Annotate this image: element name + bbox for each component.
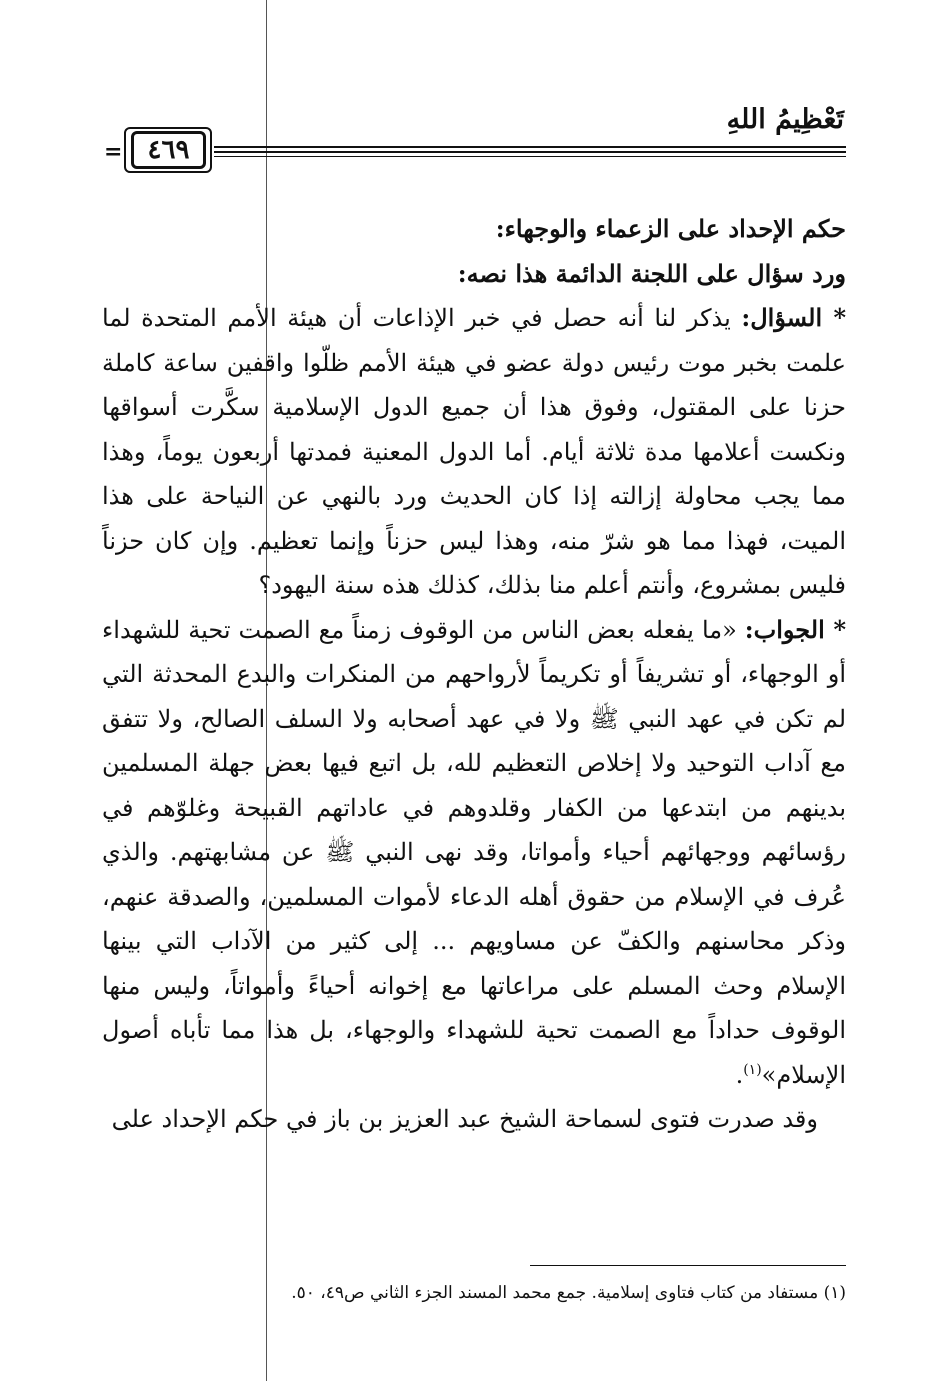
footnote-reference: (١) [743,1061,762,1078]
header-rule [214,151,846,153]
question-intro: ورد سؤال على اللجنة الدائمة هذا نصه: [457,258,846,288]
page-number: ٤٦٩ [131,131,206,169]
question-paragraph [102,296,846,608]
answer-text: «ما يفعله بعض الناس من الوقوف زمناً مع الصمت تحية للشهداء أو الوجهاء، أو تشريفاً أو تكريماً لأرواحهم من المنكرات والبدع المحدثة التي لم تكن في عهد النبي ﷺ ولا في عهد أصحابه ولا السلف الصالح، ولا تتفق مع آداب التوحيد ولا إخلاص التعظيم لله، بل اتبع فيها بعض جهلة المسلمين بدينهم من ابتدعها من الكفار وقلدوهم في عاداتهم القبيحة وغلوّهم في رؤسائهم ووجهائهم أحياء وأمواتا، وقد نهى النبي ﷺ عن مشابهتهم. والذي عُرف في الإسلام من حقوق أهله الدعاء لأموات المسلمين، والصدقة عنهم، وذكر محاسنهم والكفّ عن مساويهم ... إلى كثير من الآداب التي بينها الإسلام وحث المسلم على مراعاتها مع إخوانه أحياءً وأمواتاً، وليس منها الوقوف حداداً مع الصمت تحية للشهداء والوجهاء، بل هذا مما تأباه أصول الإسلام» [102,615,847,1089]
footnote: (١) مستفاد من كتاب فتاوى إسلامية. جمع محمد المسند الجزء الثاني ص٤٩، ٥٠. [291,1283,846,1303]
answer-paragraph [102,608,846,1098]
question-label: * السؤال: [741,303,846,332]
main-text [102,207,846,1142]
header-rule [214,146,846,148]
answer-end: . [735,1060,744,1089]
running-title: تَعْظِيمُ اللهِ [726,104,844,135]
section-heading: حكم الإحداد على الزعماء والوجهاء: [495,214,846,243]
answer-label: * الجواب: [744,614,846,644]
closing-paragraph: وقد صدرت فتوى لسماحة الشيخ عبد العزيز بن باز في حكم الإحداد على [111,1105,818,1133]
page-header [0,0,934,190]
question-text: يذكر لنا أنه حصل في خبر الإذاعات أن هيئة الأمم المتحدة لما علمت بخبر موت رئيس دولة عضو في هيئة الأمم ظلّوا واقفين ساعة كاملة حزنا على المقتول، وفوق هذا أن جميع الدول الإسلامية سكَّرت أسواقها ونكست أعلامها مدة ثلاثة أيام. أما الدول المعنية فمدتها أربعون يوماً، وهذا مما يجب محاولة إزالته إذا كان الحديث ورد بالنهي عن النياحة على هذا الميت، فهذا مما هو شرّ منه، وهذا ليس حزناً وإنما تعظيم. وإن كان حزناً فليس بمشروع، وأنتم أعلم منا بذلك، كذلك هذه سنة اليهود؟ [102,304,846,599]
footnote-separator [530,1265,846,1266]
header-rule [214,156,846,157]
header-side-mark: = [104,139,123,165]
